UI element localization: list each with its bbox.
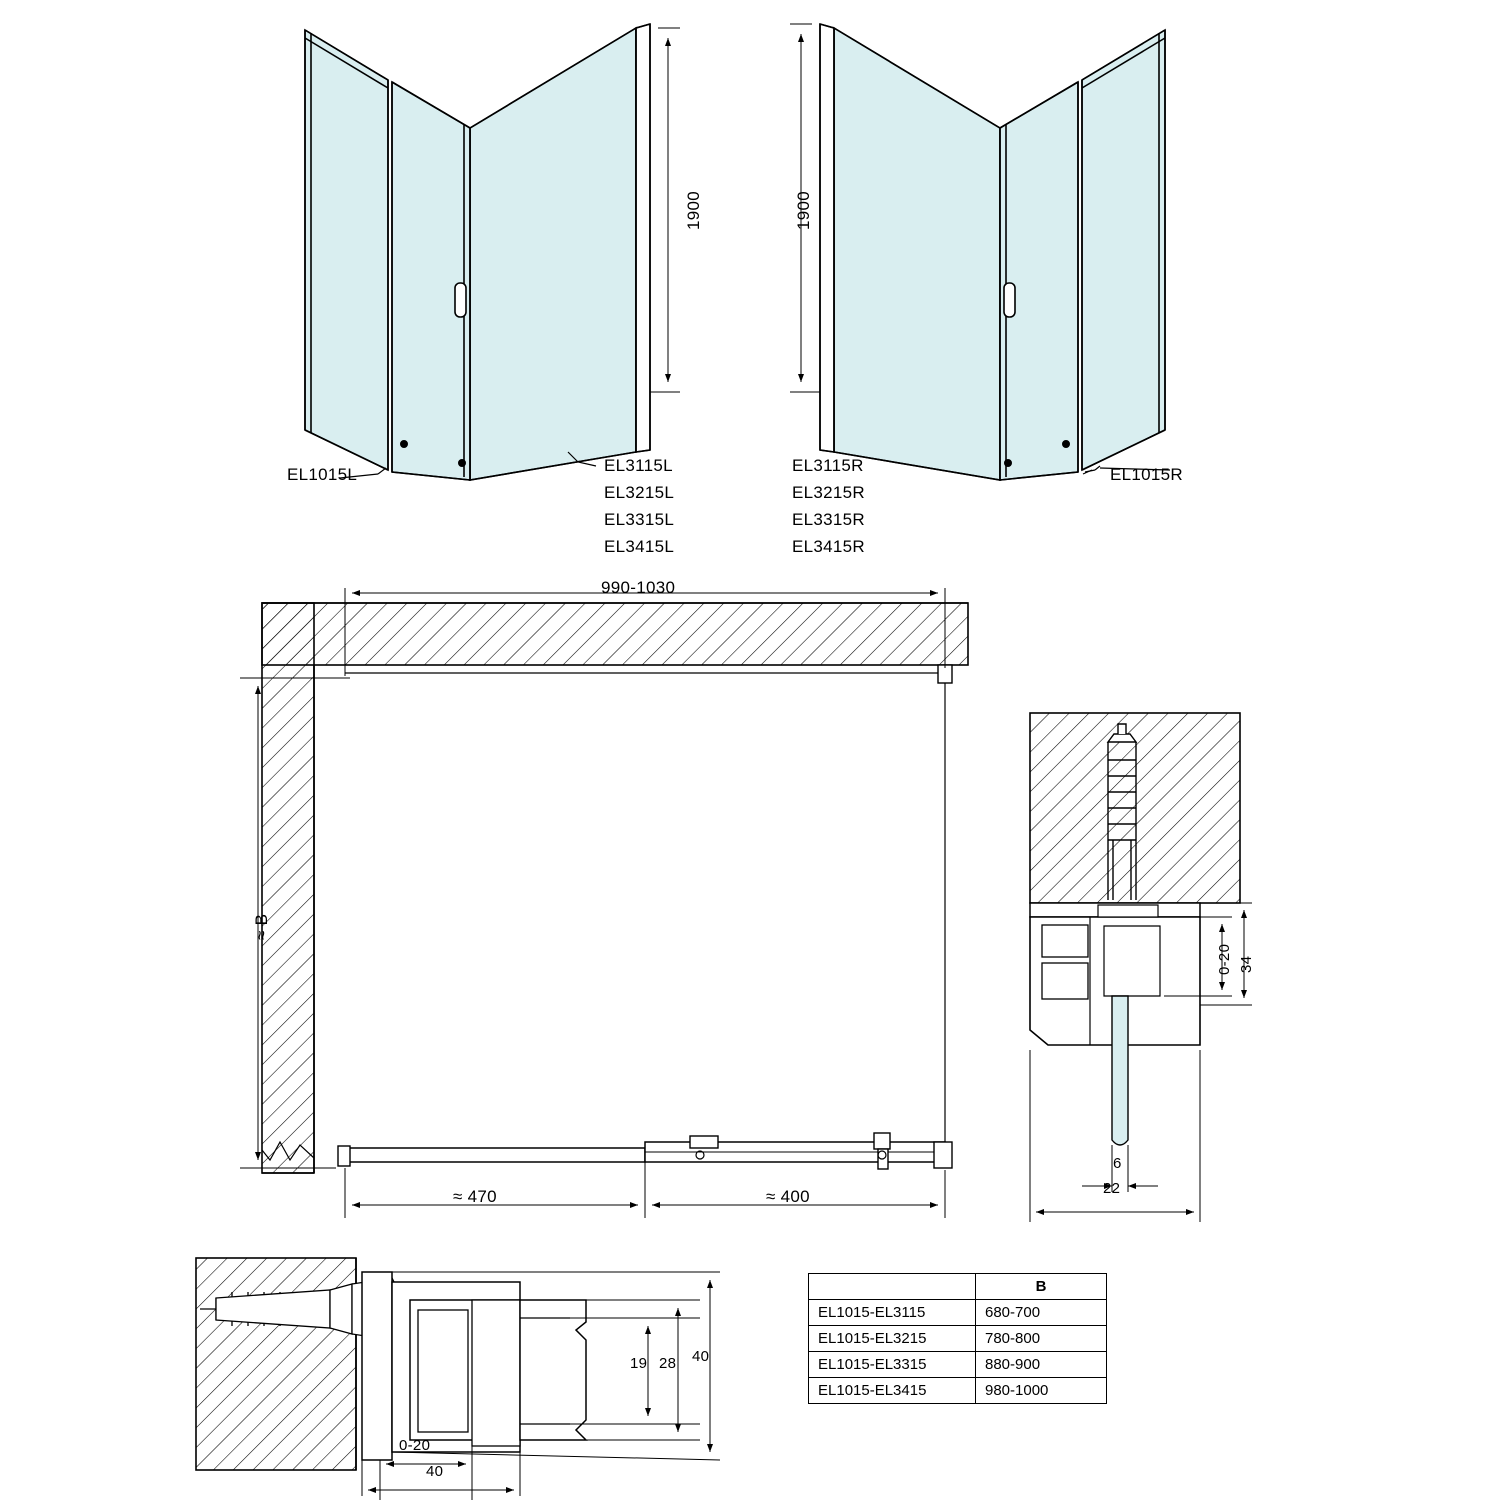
dim-bottom-mid: 28 [659, 1355, 677, 1372]
table-row [809, 1352, 1107, 1378]
dim-glass-thickness: 6 [1113, 1155, 1122, 1172]
view-isometric-right [790, 24, 1170, 480]
dim-bottom-outer: 40 [692, 1348, 710, 1365]
label-el1015l: EL1015L [287, 465, 358, 484]
dim-profile-height: 34 [1238, 955, 1255, 973]
table-cell-model: EL1015-EL3415 [809, 1378, 976, 1404]
label-el1015r: EL1015R [1110, 465, 1183, 484]
table-cell-b: 980-1000 [976, 1378, 1107, 1404]
table-cell-b: 880-900 [976, 1352, 1107, 1378]
dim-height-left: 1900 [684, 190, 703, 230]
dimension-table [808, 1273, 1107, 1404]
detail-wall-profile-bottom [196, 1258, 720, 1500]
view-plan [240, 588, 968, 1218]
dim-profile-depth: 22 [1103, 1180, 1121, 1197]
label-el3115r: EL3115R [792, 456, 864, 475]
view-isometric-left [305, 24, 680, 480]
table-header-b: B [976, 1274, 1107, 1300]
dim-bottom-width: 40 [426, 1463, 444, 1480]
dim-height-right: 1900 [794, 190, 813, 230]
table-row [809, 1300, 1107, 1326]
table-row [809, 1326, 1107, 1352]
dim-plan-depth: ≈ B [252, 913, 271, 940]
label-el3115l: EL3115L [604, 456, 673, 475]
dim-bottom-adjust: 0-20 [399, 1437, 431, 1454]
table-header-model [809, 1274, 976, 1300]
dim-plan-width: 990-1030 [601, 578, 676, 597]
label-el3215l: EL3215L [604, 483, 675, 502]
label-el3415l: EL3415L [604, 537, 675, 556]
label-el3415r: EL3415R [792, 537, 865, 556]
label-el3315r: EL3315R [792, 510, 865, 529]
dim-fixed-panel: ≈ 400 [766, 1187, 810, 1206]
dim-profile-adjust: 0-20 [1216, 943, 1233, 975]
dim-bottom-inner: 19 [630, 1355, 648, 1372]
label-el3215r: EL3215R [792, 483, 865, 502]
table-row [809, 1378, 1107, 1404]
table-cell-b: 780-800 [976, 1326, 1107, 1352]
table-cell-b: 680-700 [976, 1300, 1107, 1326]
table-cell-model: EL1015-EL3115 [809, 1300, 976, 1326]
table-header-row [809, 1274, 1107, 1300]
table-cell-model: EL1015-EL3315 [809, 1352, 976, 1378]
label-el3315l: EL3315L [604, 510, 675, 529]
dim-door-panel: ≈ 470 [453, 1187, 497, 1206]
table-cell-model: EL1015-EL3215 [809, 1326, 976, 1352]
